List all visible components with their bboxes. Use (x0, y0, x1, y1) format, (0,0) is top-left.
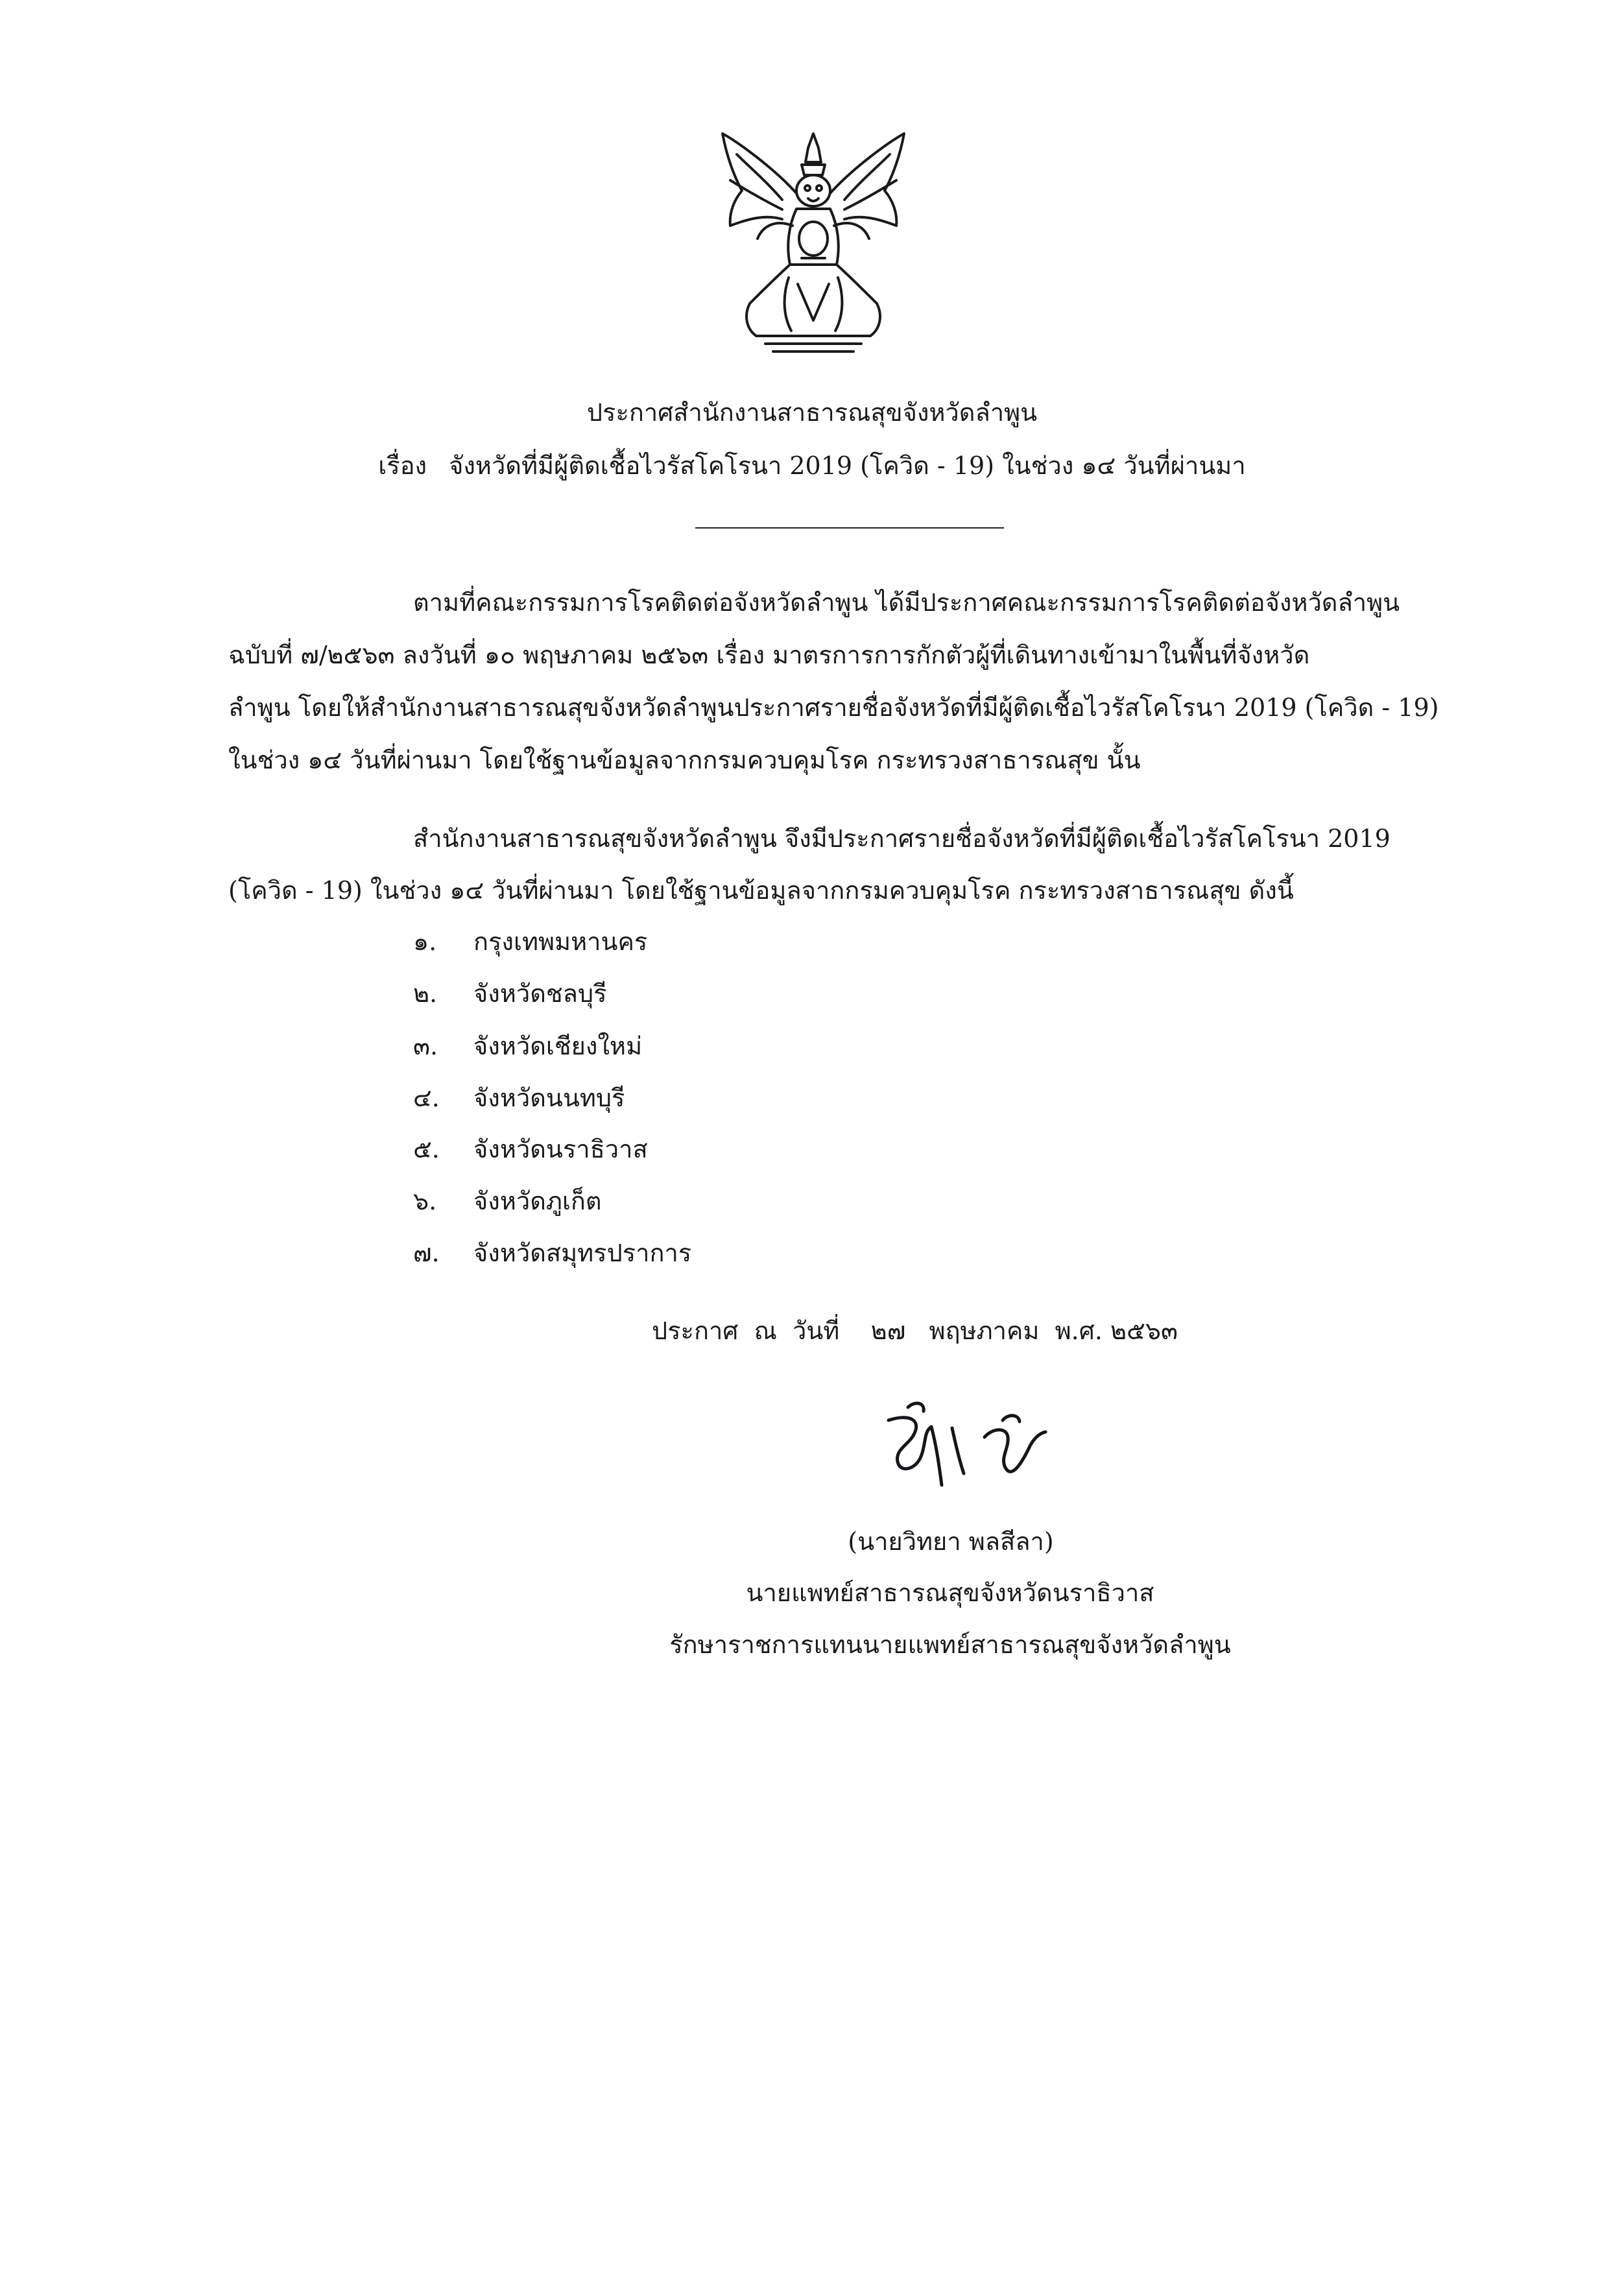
announcement-date: ประกาศ ณ วันที่ ๒๗ พฤษภาคม พ.ศ. ๒๕๖๓ (652, 1317, 1178, 1345)
list-item: จังหวัดภูเก็ต (473, 1187, 602, 1215)
list-item: จังหวัดชลบุรี (473, 979, 607, 1008)
list-item-number: ๔. (413, 1084, 440, 1112)
list-item-number: ๗. (413, 1239, 440, 1267)
signatory-acting-position: รักษาราชการแทนนายแพทย์สาธารณสุขจังหวัดลำพูน (669, 1630, 1231, 1659)
list-item: จังหวัดสมุทรปราการ (473, 1239, 692, 1267)
list-item: จังหวัดนราธิวาส (473, 1135, 648, 1163)
list-item: จังหวัดนนทบุรี (473, 1084, 625, 1112)
paragraph1-line: ฉบับที่ ๗/๒๕๖๓ ลงวันที่ ๑๐ พฤษภาคม ๒๕๖๓ เรื่อง มาตรการการกักตัวผู้ที่เดินทางเข้ามาในพื้นที่จังหวัด (228, 641, 1310, 669)
list-item: จังหวัดเชียงใหม่ (473, 1032, 643, 1060)
list-item-number: ๓. (413, 1032, 438, 1060)
title-divider (695, 527, 1004, 529)
handwritten-signature (869, 1394, 1064, 1498)
paragraph2-line: สำนักงานสาธารณสุขจังหวัดลำพูน จึงมีประกาศรายชื่อจังหวัดที่มีผู้ติดเชื้อไวรัสโคโรนา 2019 (413, 824, 1391, 853)
list-item-number: ๕. (413, 1135, 440, 1163)
garuda-emblem-icon (711, 128, 916, 357)
list-item-number: ๒. (413, 979, 438, 1008)
announcement-subject (0, 450, 1624, 481)
subject-text: จังหวัดที่มีผู้ติดเชื้อไวรัสโคโรนา 2019 (โควิด - 19) ในช่วง ๑๔ วันที่ผ่านมา (449, 451, 1246, 480)
paragraph2-line: (โควิด - 19) ในช่วง ๑๔ วันที่ผ่านมา โดยใช้ฐานข้อมูลจากกรมควบคุมโรค กระทรวงสาธารณสุข ดังนี้ (228, 876, 1294, 905)
signatory-name: (นายวิทยา พลสีลา) (848, 1527, 1054, 1556)
subject-label: เรื่อง (378, 451, 427, 480)
paragraph1-line: ลำพูน โดยให้สำนักงานสาธารณสุขจังหวัดลำพูนประกาศรายชื่อจังหวัดที่มีผู้ติดเชื้อไวรัสโคโรนา 2019 (โควิด - 19) (228, 693, 1439, 722)
announcement-title: ประกาศสำนักงานสาธารณสุขจังหวัดลำพูน (586, 398, 1038, 427)
paragraph1-line: ตามที่คณะกรรมการโรคติดต่อจังหวัดลำพูน ได้มีประกาศคณะกรรมการโรคติดต่อจังหวัดลำพูน (413, 588, 1400, 617)
list-item-number: ๖. (413, 1187, 437, 1215)
list-item-number: ๑. (413, 927, 437, 956)
paragraph1-line: ในช่วง ๑๔ วันที่ผ่านมา โดยใช้ฐานข้อมูลจากกรมควบคุมโรค กระทรวงสาธารณสุข นั้น (228, 746, 1141, 774)
signatory-position: นายแพทย์สาธารณสุขจังหวัดนราธิวาส (746, 1579, 1154, 1607)
list-item: กรุงเทพมหานคร (473, 927, 648, 956)
